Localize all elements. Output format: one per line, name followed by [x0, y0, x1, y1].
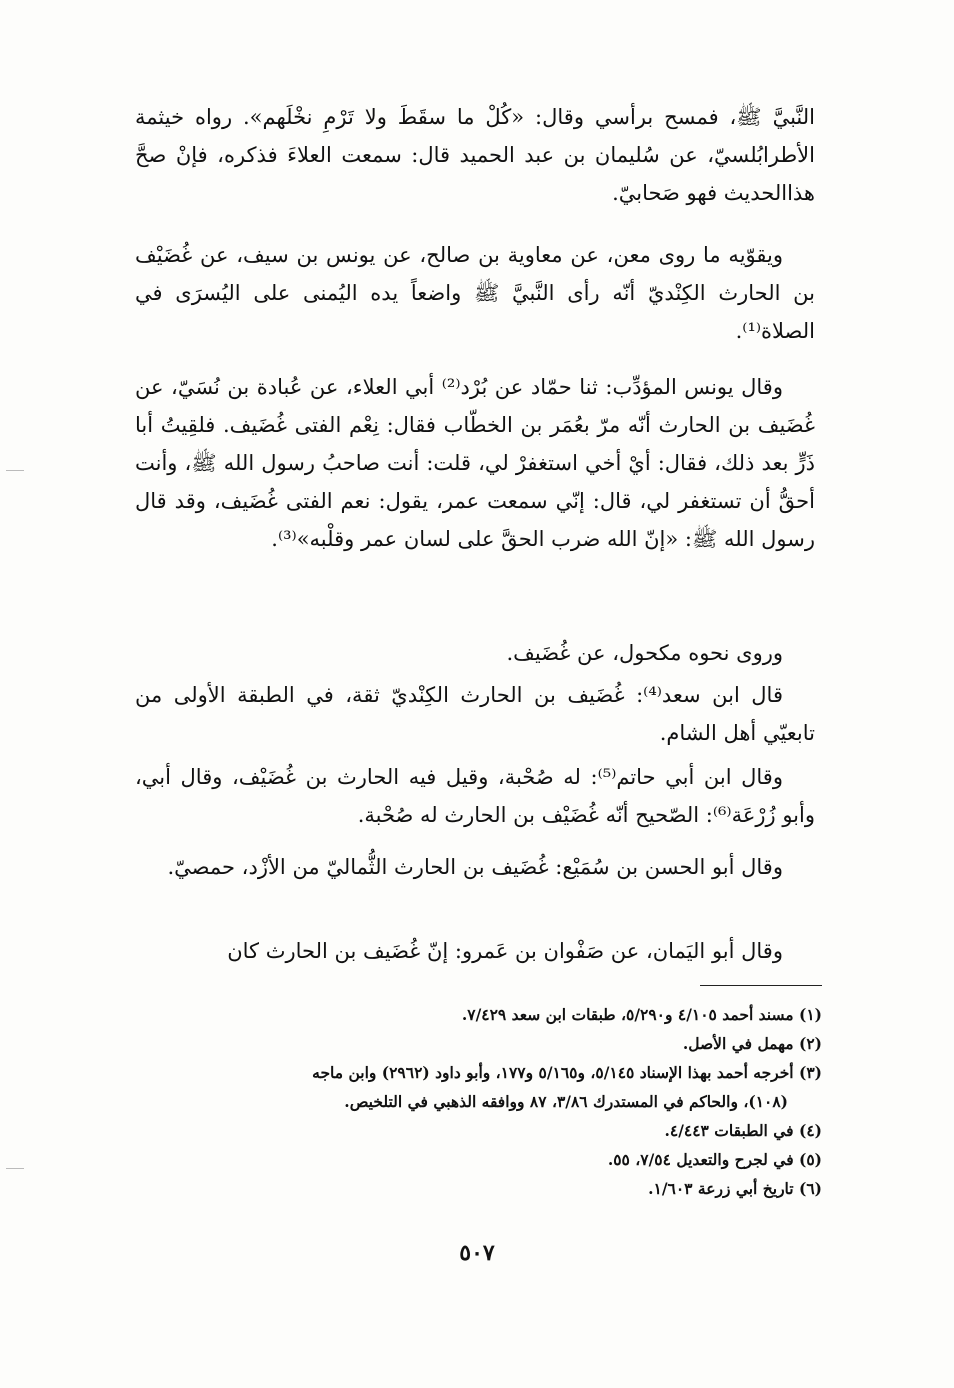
paragraph-7: [135, 848, 815, 886]
paragraph-2: [135, 236, 815, 350]
paragraph-1: [135, 98, 815, 212]
paragraph-text: ويقوّيه ما روى معن، عن معاوية بن صالح، عن يونس بن سيف، عن غُضَيْف بن الحارث الكِنْديّ أنّه رأى النَّبيَّ ﷺ واضعاً يده اليُمنى على اليُسرَى في الصلاة⁽¹⁾.: [135, 243, 815, 343]
paragraph-text: وروى نحوه مكحول، عن غُضَيف.: [506, 641, 783, 665]
paragraph-8: [135, 932, 815, 970]
footnote-2: (٢) مهمل في الأصل.: [682, 1034, 822, 1053]
paragraph-text: وقال أبو الحسن بن سُمَيْع: غُضَيف بن الحارث الثُّماليّ من الأزْد، حمصيّ.: [167, 855, 783, 879]
footnote-3: (٣) أخرجه أحمد بهذا الإسناد ٥/١٤٥، و٥/١٦٥ و١٧٧، وأبو داود (٢٩٦٢) وابن ماجه: [312, 1063, 822, 1082]
footnote-1: (١) مسند أحمد ٤/١٠٥ و٥/٢٩٠، طبقات ابن سعد ٧/٤٢٩.: [461, 1005, 822, 1024]
footnote-5: (٥) في لجرح والتعديل ٧/٥٤، ٥٥.: [607, 1150, 822, 1169]
paragraph-4: [135, 634, 815, 672]
scan-edge-mark: [6, 1168, 24, 1169]
footnote-3-continued: (١٠٨)، والحاكم في المستدرك ٣/٨٦، ٨٧ ووافقه الذهبي في التلخيص.: [344, 1092, 788, 1111]
paragraph-text: وقال أبو اليَمان، عن صَفْوان بن عَمرو: إنّ غُضَيف بن الحارث كان: [227, 939, 783, 963]
paragraph-6: [135, 758, 815, 834]
paragraph-text: وقال ابن أبي حاتم⁽⁵⁾: له صُحْبة، وقيل فيه الحارث بن غُضَيْف، وقال أبي، وأبو زُرْعَة⁽⁶⁾: الصّحيح أنّه غُضَيْف بن الحارث له صُحْبة.: [135, 765, 815, 827]
footnote-separator: [700, 985, 822, 986]
paragraph-text: النَّبيَّ ﷺ، فمسح برأسي وقال: «كُلْ ما سقَطَ ولا تَرْمِ نخْلَهم». رواه خيثمة الأطرابُلسيّ، عن سُليمان بن عبد الحميد قال: سمعت العلاءَ فذكره، فإنْ صحَّ هذاالحديث فهو صَحابيّ.: [135, 105, 815, 205]
paragraph-3: [135, 368, 815, 558]
scan-edge-mark: [6, 470, 24, 471]
paragraph-text: قال ابن سعد⁽⁴⁾: غُضَيف بن الحارث الكِنْديّ ثقة، في الطبقة الأولى من تابعيّي أهل الشام.: [135, 683, 815, 745]
page-number: ٥٠٧: [459, 1240, 495, 1266]
footnote-6: (٦) تاريخ أبي زرعة ١/٦٠٣.: [648, 1179, 822, 1198]
footnote-4: (٤) في الطبقات ٤/٤٤٣.: [664, 1121, 822, 1140]
paragraph-5: [135, 676, 815, 752]
paragraph-text: وقال يونس المؤدِّب: ثنا حمّاد عن بُرْد⁽²⁾ أبي العلاء، عن عُبادة بن نُسَيّ، عن غُضَيف بن الحارث أنّه مرّ بعُمَر بن الخطّاب فقال: نِعْم الفتى غُضَيف. فلقِيتُ أبا ذَرٍّ بعد ذلك، فقال: أيْ أخي استغفرْ لي، قلت: أنت صاحبُ رسول الله ﷺ، وأنت أحقُّ أن تستغفر لي، قال: إنّي سمعت عمر، يقول: نعم الفتى غُضَيف، وقد قال رسول الله ﷺ: «إنّ الله ضرب الحقَّ على لسان عمر وقلْبه»⁽³⁾.: [135, 375, 815, 551]
footnotes: [140, 1000, 822, 1203]
